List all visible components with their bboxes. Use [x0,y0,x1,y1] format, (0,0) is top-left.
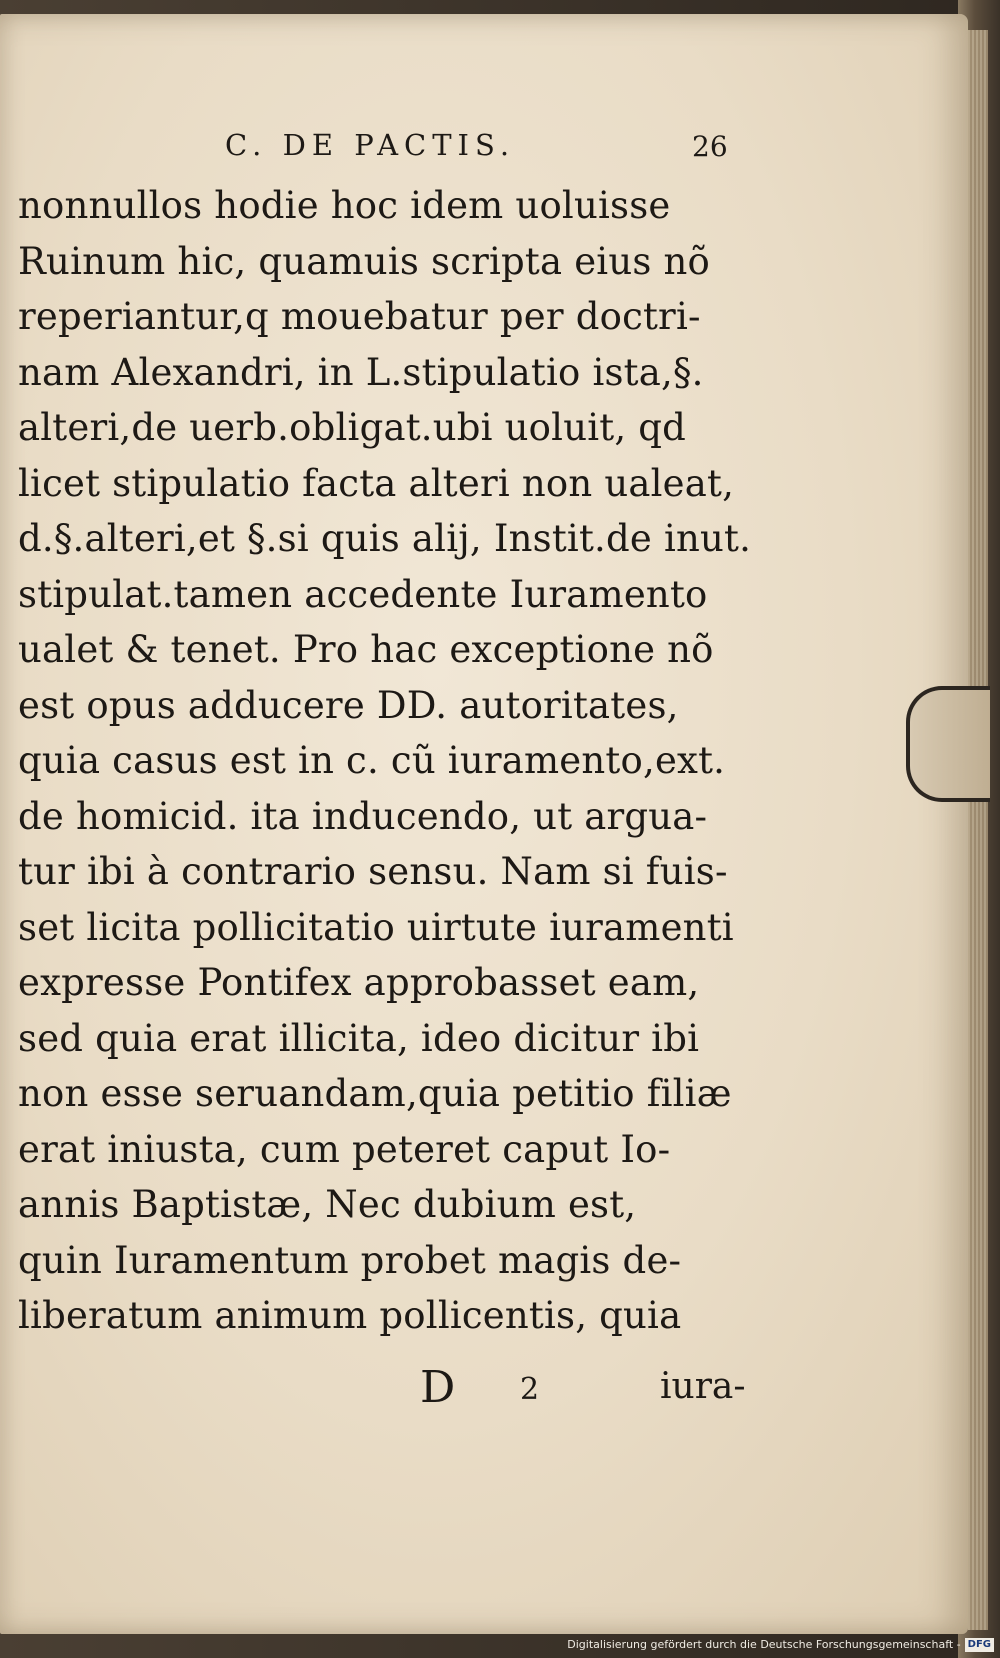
text-body [18,178,758,1344]
signature-number: 2 [520,1372,540,1407]
text-line: Ruinum hic, quamuis scripta eius nõ [18,239,711,283]
running-head: C. DE PACTIS. [225,128,516,162]
page-edges [968,30,988,1630]
text-line: stipulat.tamen accedente Iuramento [18,572,708,616]
text-line: liberatum animum pollicentis, quia [18,1294,682,1337]
text-line: tur ibi à contrario sensu. Nam si fuis- [18,850,728,893]
text-line: quia casus est in c. cũ iuramento,ext. [18,739,726,782]
text-line: d.§.alteri,et §.si quis alij, Instit.de inut. [18,517,752,560]
text-line: annis Baptistæ, Nec dubium est, [18,1183,637,1226]
text-line: alteri,de uerb.obligat.ubi uoluit, qd [18,406,687,449]
text-line: nonnullos hodie hoc idem uoluisse [18,184,671,227]
page-header [0,128,968,168]
text-line: licet stipulatio facta alteri non ualeat, [18,461,735,505]
text-line: sed quia erat illicita, ideo dicitur ibi [18,1016,700,1060]
page-clip [906,686,990,802]
page-footer [0,1362,968,1422]
text-line: nam Alexandri, in L.stipulatio ista,§. [18,350,704,394]
text-line: quin Iuramentum probet magis de- [18,1238,682,1282]
page-number: 26 [692,130,728,163]
dfg-logo-icon: DFG [965,1638,994,1652]
text-line: est opus adducere DD. autoritates, [18,683,679,727]
text-line: reperiantur,q mouebatur per doctri- [18,295,701,338]
text-line: expresse Pontifex approbasset eam, [18,961,700,1004]
signature-mark: D [420,1362,456,1413]
digitization-credit [567,1636,994,1654]
text-line: erat iniusta, cum peteret caput Io- [18,1127,671,1171]
text-line: non esse seruandam,quia petitio filiæ [18,1072,732,1115]
catchword: iura- [660,1366,746,1407]
text-line: set licita pollicitatio uirtute iuramenti [18,905,734,949]
text-line: de homicid. ita inducendo, ut argua- [18,794,708,838]
credit-text: Digitalisierung gefördert durch die Deutsche Forschungsgemeinschaft - [567,1638,961,1651]
text-line: ualet & tenet. Pro hac exceptione nõ [18,628,714,671]
